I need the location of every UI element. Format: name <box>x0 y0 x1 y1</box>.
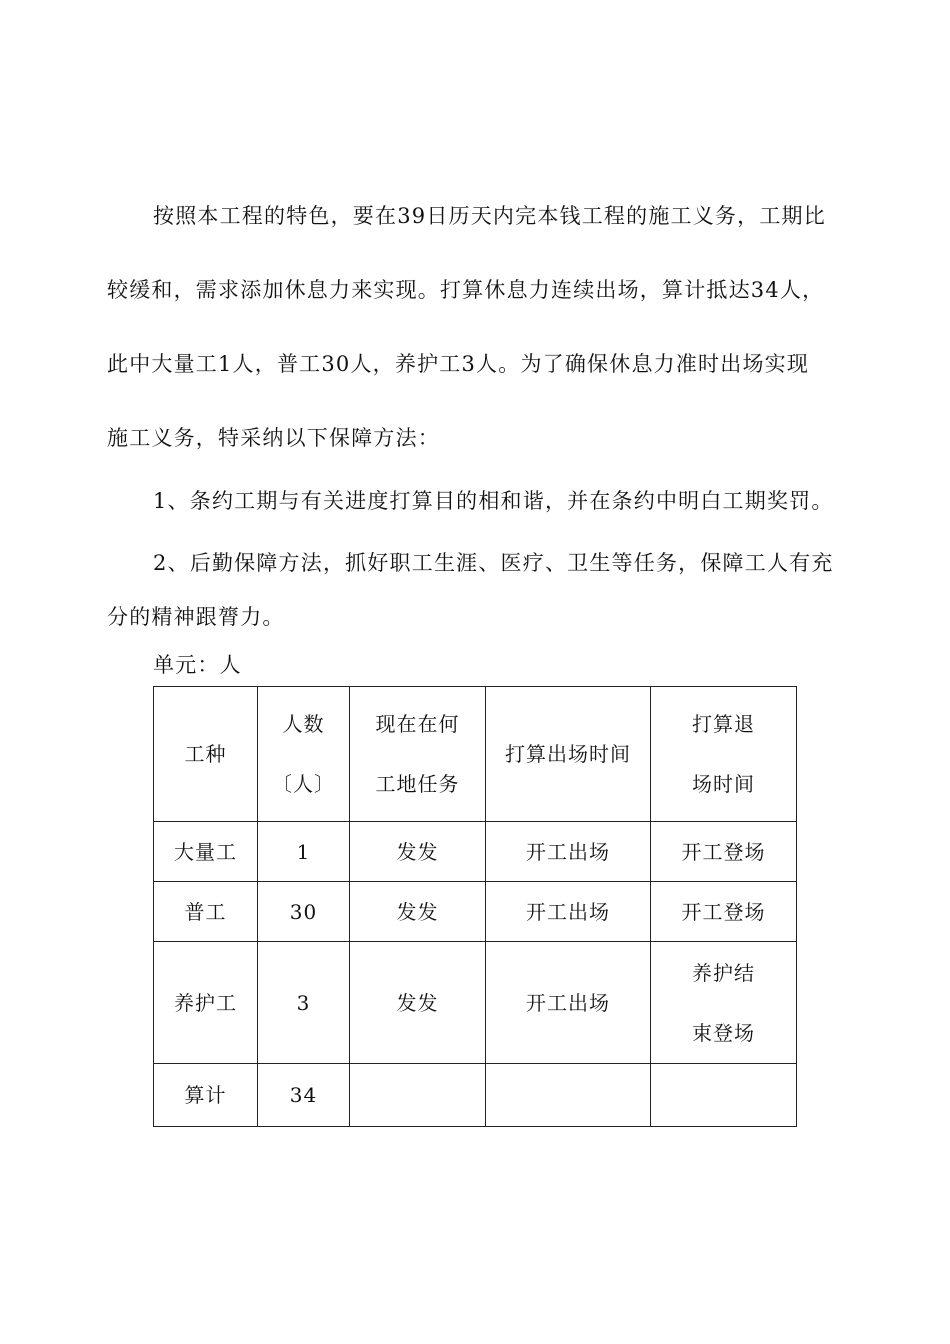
header-current-site: 现在在何 工地任务 <box>350 687 486 822</box>
cell-entry: 开工出场 <box>486 882 651 942</box>
cell-trade: 普工 <box>154 882 258 942</box>
empty-cell <box>350 1064 486 1127</box>
empty-cell <box>486 1064 651 1127</box>
cell-exit: 开工登场 <box>651 822 797 882</box>
cell-trade: 养护工 <box>154 942 258 1064</box>
table-row <box>154 882 797 942</box>
cell-current: 发发 <box>350 822 486 882</box>
cell-entry: 开工出场 <box>486 942 651 1064</box>
cell-count: 30 <box>258 882 350 942</box>
staffing-table <box>153 686 797 1127</box>
empty-cell <box>651 1064 797 1127</box>
total-count: 34 <box>258 1064 350 1127</box>
unit-label: 单元：人 <box>153 653 242 677</box>
total-label: 算计 <box>154 1064 258 1127</box>
header-count: 人数 〔人〕 <box>258 687 350 822</box>
table-row <box>154 822 797 882</box>
paragraph-line: 此中大量工1人，普工30人，养护工3人。为了确保休息力准时出场实现 <box>107 352 810 376</box>
header-entry-time: 打算出场时间 <box>486 687 651 822</box>
cell-exit: 养护结 束登场 <box>651 942 797 1064</box>
paragraph-line: 按照本工程的特色，要在39日历天内完本钱工程的施工义务，工期比 <box>153 204 826 228</box>
header-exit-time: 打算退 场时间 <box>651 687 797 822</box>
table-total-row <box>154 1064 797 1127</box>
cell-count: 3 <box>258 942 350 1064</box>
list-item-1: 1、条约工期与有关进度打算目的相和谐，并在条约中明白工期奖罚。 <box>153 489 834 513</box>
paragraph-line: 较缓和，需求添加休息力来实现。打算休息力连续出场，算计抵达34人， <box>107 278 825 302</box>
list-item-2-line-1: 2、后勤保障方法，抓好职工生涯、医疗、卫生等任务，保障工人有充 <box>153 551 834 575</box>
table-header-row <box>154 687 797 822</box>
header-trade: 工种 <box>154 687 258 822</box>
cell-current: 发发 <box>350 942 486 1064</box>
cell-current: 发发 <box>350 882 486 942</box>
list-item-2-line-2: 分的精神跟膂力。 <box>107 605 285 629</box>
cell-count: 1 <box>258 822 350 882</box>
paragraph-line: 施工义务，特采纳以下保障方法： <box>107 426 440 450</box>
table-row <box>154 942 797 1064</box>
cell-entry: 开工出场 <box>486 822 651 882</box>
cell-trade: 大量工 <box>154 822 258 882</box>
cell-exit: 开工登场 <box>651 882 797 942</box>
